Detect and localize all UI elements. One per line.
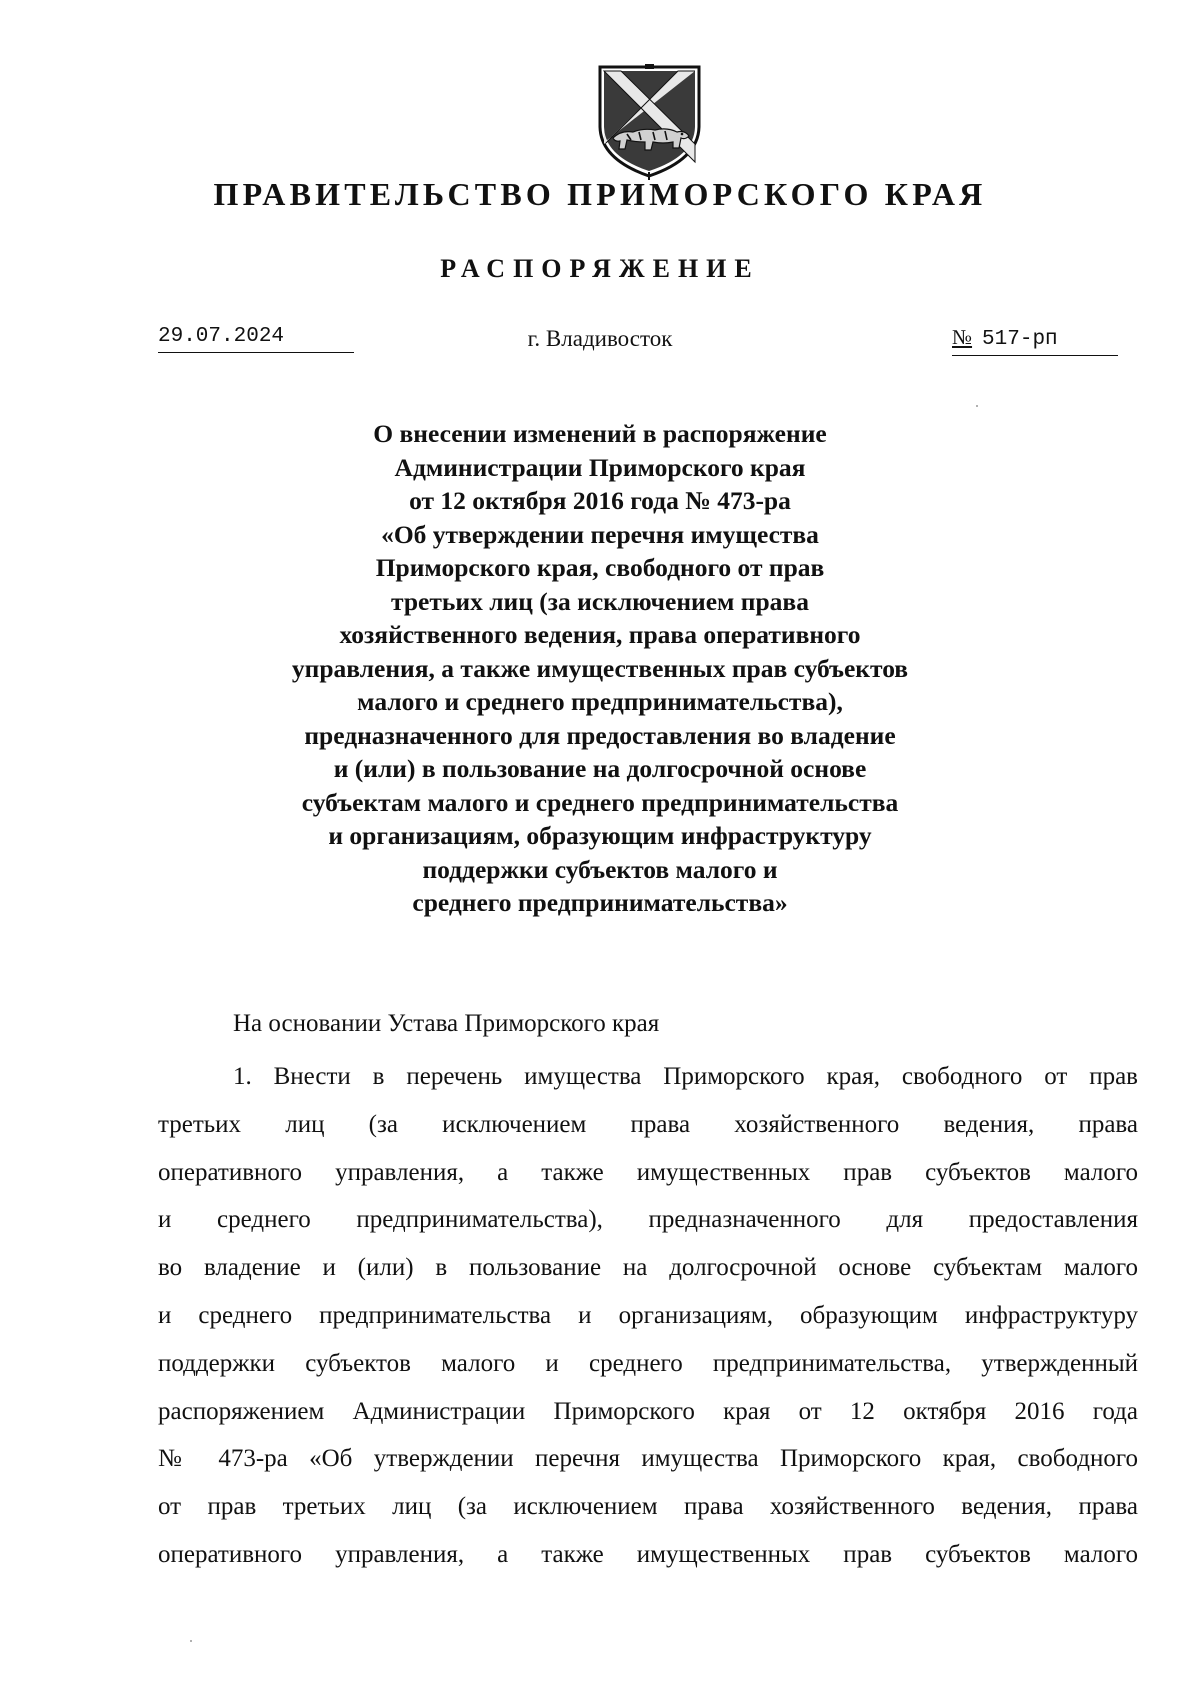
body-line: третьих лиц (за исключением права хозяйственного ведения, права [158,1110,1138,1138]
body-line: 1. Внести в перечень имущества Приморского края, свободного от прав [233,1063,1138,1090]
body-line: оперативного управления, а также имущественных прав субъектов малого [158,1540,1138,1568]
subject-line: и (или) в пользование на долгосрочной основе [333,754,867,783]
body-line: и среднего предпринимательства и организациям, образующим инфраструктуру [158,1301,1138,1329]
body-line: распоряжением Администрации Приморского края от 12 октября 2016 года [158,1397,1138,1425]
body-line: и среднего предпринимательства), предназначенного для предоставления [158,1206,1138,1234]
document-type: РАСПОРЯЖЕНИЕ [440,254,760,283]
coat-of-arms-icon [597,64,702,180]
scan-artifact [976,405,978,407]
number-value: 517-рп [982,328,1058,351]
document-subject [250,417,950,920]
subject-line: среднего предпринимательства» [412,888,788,917]
subject-line: Приморского края, свободного от прав [375,553,825,582]
subject-line: предназначенного для предоставления во владение [304,720,896,750]
subject-line: и организациям, образующим инфраструктуру [328,821,872,850]
body-line: № 473-ра «Об утверждении перечня имущества Приморского края, свободного [158,1445,1138,1473]
document-meta [0,324,1200,358]
body-paragraph [158,1053,1138,1579]
document-number [952,324,1118,356]
body-line: оперативного управления, а также имущественных прав субъектов малого [158,1158,1138,1186]
legal-basis: На основании Устава Приморского края [233,1010,660,1037]
scan-artifact [190,1640,192,1642]
number-sign: № [952,325,973,349]
document-city: г. Владивосток [527,326,673,351]
subject-line: О внесении изменений в распоряжение [373,419,827,448]
government-title: ПРАВИТЕЛЬСТВО ПРИМОРСКОГО КРАЯ [213,176,987,212]
subject-line: субъектам малого и среднего предпринимательства [301,787,899,817]
subject-line: поддержки субъектов малого и [422,854,778,884]
subject-line: управления, а также имущественных прав субъектов [291,653,909,683]
subject-line: третьих лиц (за исключением права [391,586,809,616]
subject-line: хозяйственного ведения, права оперативного [339,620,861,649]
subject-line: малого и среднего предпринимательства), [357,687,843,716]
body-line: от прав третьих лиц (за исключением права хозяйственного ведения, права [158,1493,1138,1521]
subject-line: «Об утверждении перечня имущества [381,519,819,549]
body-line: поддержки субъектов малого и среднего предпринимательства, утвержденный [158,1349,1138,1377]
subject-line: от 12 октября 2016 года № 473-ра [409,486,791,515]
subject-line: Администрации Приморского края [394,452,806,482]
body-line: во владение и (или) в пользование на долгосрочной основе субъектам малого [158,1254,1138,1282]
document-date: 29.07.2024 [158,324,354,353]
